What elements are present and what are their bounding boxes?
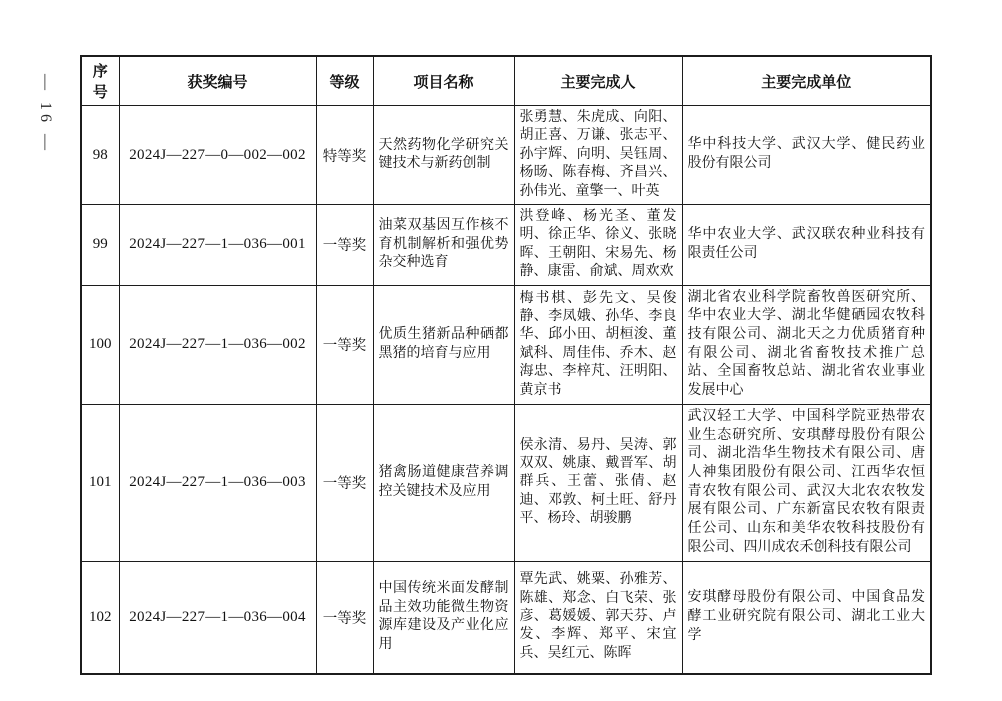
cell-project-name: 天然药物化学研究关键技术与新药创制 [373, 106, 514, 205]
cell-award-id: 2024J—227—0—002—002 [119, 106, 316, 205]
table-header-row [81, 56, 931, 106]
cell-organizations: 华中农业大学、武汉联农种业科技有限责任公司 [682, 205, 931, 286]
header-grade: 等级 [316, 56, 373, 106]
cell-grade: 一等奖 [316, 404, 373, 561]
page-number: — 16 — [37, 74, 54, 154]
cell-organizations: 华中科技大学、武汉大学、健民药业股份有限公司 [682, 106, 931, 205]
header-serial: 序号 [81, 56, 119, 106]
cell-serial: 102 [81, 561, 119, 674]
table-row [81, 404, 931, 561]
header-organizations: 主要完成单位 [682, 56, 931, 106]
cell-serial: 99 [81, 205, 119, 286]
header-award-id: 获奖编号 [119, 56, 316, 106]
cell-serial: 101 [81, 404, 119, 561]
cell-grade: 一等奖 [316, 561, 373, 674]
table-row [81, 205, 931, 286]
cell-contributors: 侯永清、易丹、吴涛、郭双双、姚康、戴晋军、胡群兵、王蕾、张倩、赵迪、邓敦、柯土旺、舒丹平、杨玲、胡骏鹏 [514, 404, 682, 561]
cell-award-id: 2024J—227—1—036—002 [119, 285, 316, 404]
cell-serial: 100 [81, 285, 119, 404]
cell-project-name: 优质生猪新品种硒都黑猪的培育与应用 [373, 285, 514, 404]
header-project-name: 项目名称 [373, 56, 514, 106]
cell-grade: 一等奖 [316, 285, 373, 404]
cell-organizations: 武汉轻工大学、中国科学院亚热带农业生态研究所、安琪酵母股份有限公司、湖北浩华生物技术有限公司、唐人神集团股份有限公司、江西华农恒青农牧有限公司、武汉大北农农牧发展有限公司、广东新富民农牧有限责任公司、山东和美华农牧科技股份有限公司、四川成农禾创科技有限公司 [682, 404, 931, 561]
cell-organizations: 安琪酵母股份有限公司、中国食品发酵工业研究院有限公司、湖北工业大学 [682, 561, 931, 674]
cell-grade: 特等奖 [316, 106, 373, 205]
table-row [81, 285, 931, 404]
awards-table [80, 55, 932, 675]
table-row [81, 561, 931, 674]
cell-project-name: 油菜双基因互作核不育机制解析和强优势杂交种选育 [373, 205, 514, 286]
cell-award-id: 2024J—227—1—036—004 [119, 561, 316, 674]
cell-project-name: 中国传统米面发酵制品主效功能微生物资源库建设及产业化应用 [373, 561, 514, 674]
header-contributors: 主要完成人 [514, 56, 682, 106]
cell-contributors: 洪登峰、杨光圣、董发明、徐正华、徐义、张晓晖、王朝阳、宋易先、杨静、康雷、俞斌、周欢欢 [514, 205, 682, 286]
cell-organizations: 湖北省农业科学院畜牧兽医研究所、华中农业大学、湖北华健硒园农牧科技有限公司、湖北天之力优质猪育种有限公司、湖北省畜牧技术推广总站、全国畜牧总站、湖北省农业事业发展中心 [682, 285, 931, 404]
cell-award-id: 2024J—227—1—036—003 [119, 404, 316, 561]
cell-serial: 98 [81, 106, 119, 205]
cell-contributors: 覃先武、姚粟、孙雅芳、陈雄、郑念、白飞荣、张彦、葛媛媛、郭天芬、卢发、李辉、郑平、宋宜兵、吴红元、陈晖 [514, 561, 682, 674]
cell-award-id: 2024J—227—1—036—001 [119, 205, 316, 286]
cell-contributors: 张勇慧、朱虎成、向阳、胡正喜、万谦、张志平、孙宇辉、向明、吴钰周、杨旸、陈春梅、齐昌兴、孙伟光、童擎一、叶英 [514, 106, 682, 205]
table-row [81, 106, 931, 205]
cell-grade: 一等奖 [316, 205, 373, 286]
cell-project-name: 猪禽肠道健康营养调控关键技术及应用 [373, 404, 514, 561]
cell-contributors: 梅书棋、彭先文、吴俊静、李凤娥、孙华、李良华、邱小田、胡桓浚、董斌科、周佳伟、乔木、赵海忠、李梓芃、汪明阳、黄京书 [514, 285, 682, 404]
